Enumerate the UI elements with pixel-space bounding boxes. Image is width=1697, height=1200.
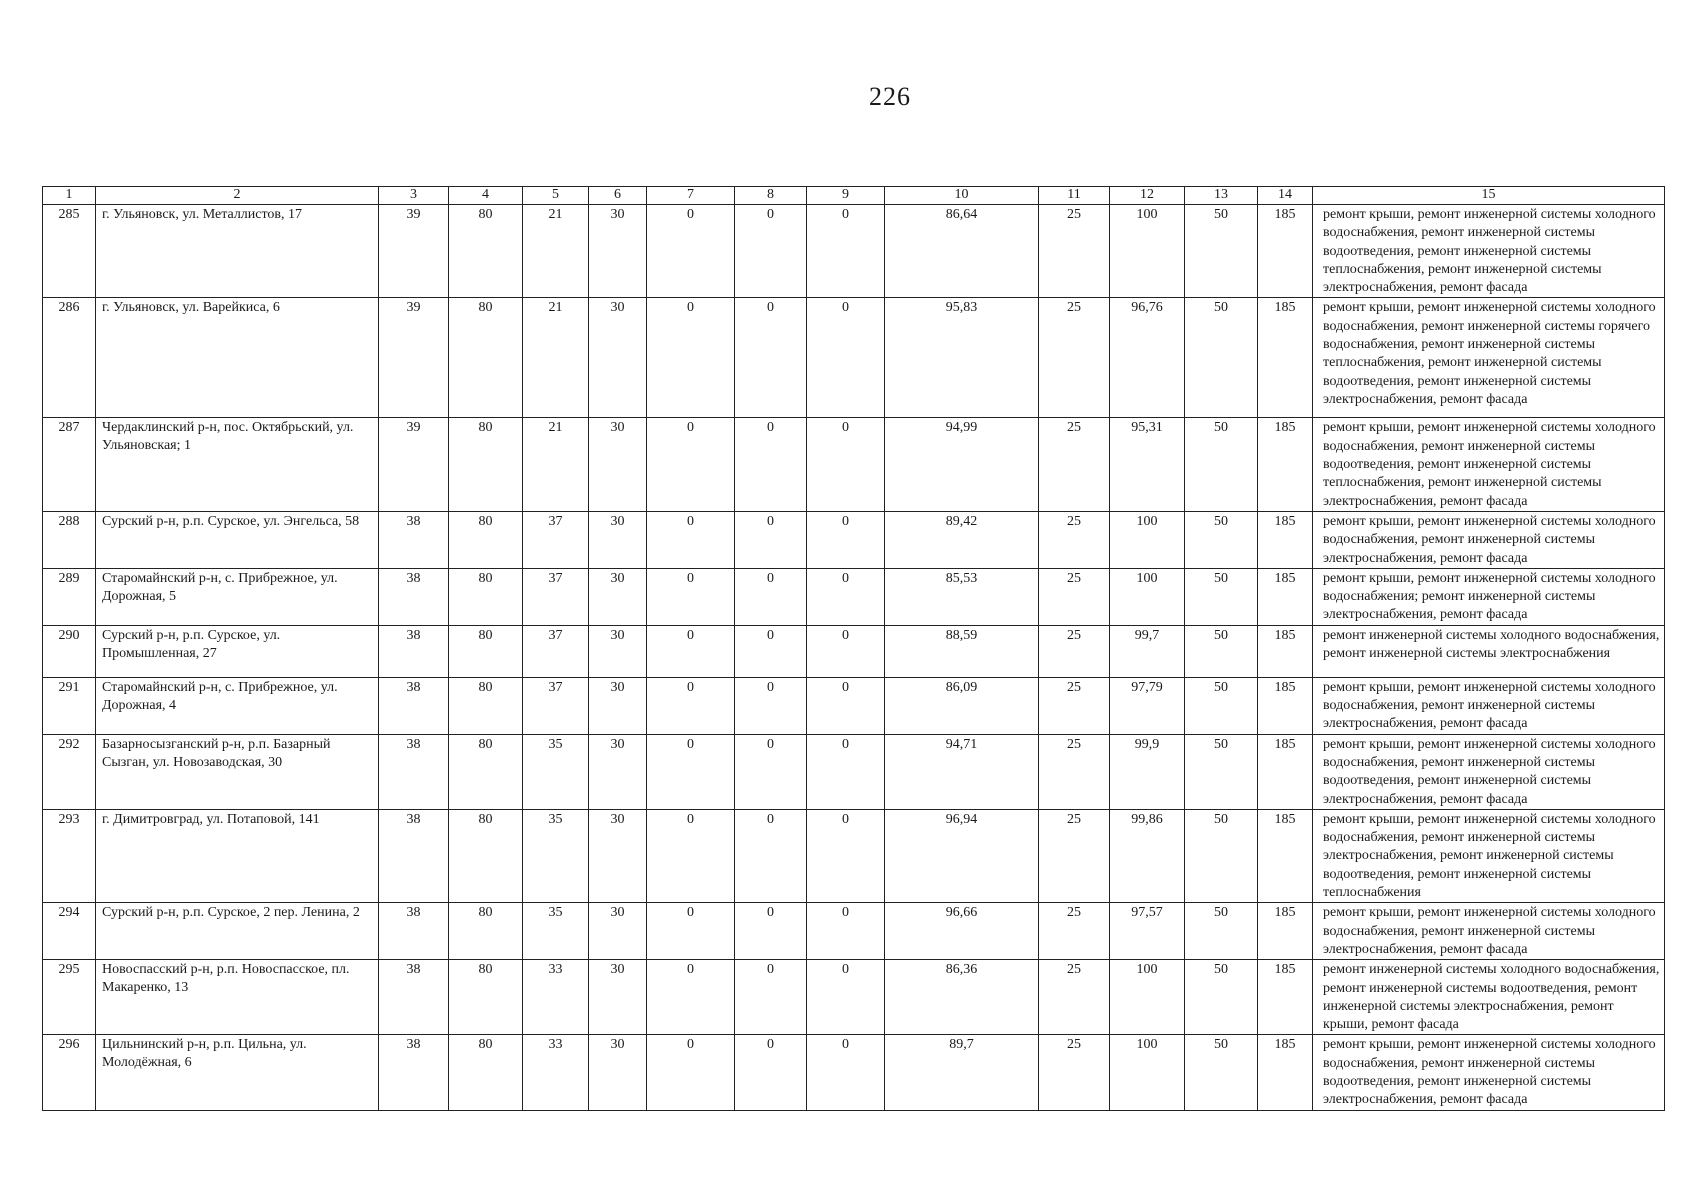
value-cell: 39 [379,418,449,511]
value-cell: 0 [647,418,735,511]
value-cell: 99,7 [1110,625,1185,677]
row-number-cell: 292 [43,734,96,809]
column-header: 14 [1258,187,1313,205]
row-number-cell: 295 [43,960,96,1035]
value-cell: 25 [1039,511,1110,568]
value-cell: 25 [1039,568,1110,625]
value-cell: 80 [449,903,523,960]
works-list-cell: ремонт крыши, ремонт инженерной системы холодного водоснабжения, ремонт инженерной системы электроснабжения, ремонт инженерной системы водоотведения, ремонт инженерной системы теплоснабжения [1313,809,1665,902]
value-cell: 96,94 [885,809,1039,902]
value-cell: 0 [807,677,885,734]
value-cell: 0 [807,418,885,511]
value-cell: 80 [449,1035,523,1110]
value-cell: 25 [1039,809,1110,902]
repair-register-table [42,186,1665,1111]
address-cell: г. Димитровград, ул. Потаповой, 141 [96,809,379,902]
value-cell: 37 [523,625,589,677]
value-cell: 86,36 [885,960,1039,1035]
works-list-cell: ремонт крыши, ремонт инженерной системы холодного водоснабжения, ремонт инженерной системы электроснабжения, ремонт фасада [1313,903,1665,960]
column-header: 6 [589,187,647,205]
column-header: 8 [735,187,807,205]
value-cell: 37 [523,511,589,568]
value-cell: 0 [735,960,807,1035]
column-header: 13 [1185,187,1258,205]
column-header: 9 [807,187,885,205]
value-cell: 25 [1039,205,1110,298]
value-cell: 25 [1039,625,1110,677]
value-cell: 0 [647,960,735,1035]
value-cell: 0 [735,568,807,625]
value-cell: 50 [1185,734,1258,809]
value-cell: 80 [449,298,523,418]
value-cell: 38 [379,809,449,902]
value-cell: 80 [449,677,523,734]
value-cell: 86,64 [885,205,1039,298]
value-cell: 100 [1110,205,1185,298]
value-cell: 0 [647,677,735,734]
value-cell: 25 [1039,734,1110,809]
works-list-cell: ремонт крыши, ремонт инженерной системы холодного водоснабжения, ремонт инженерной системы водоотведения, ремонт инженерной системы электроснабжения, ремонт фасада [1313,1035,1665,1110]
value-cell: 38 [379,734,449,809]
value-cell: 25 [1039,298,1110,418]
works-list-cell: ремонт крыши, ремонт инженерной системы холодного водоснабжения; ремонт инженерной системы электроснабжения, ремонт фасада [1313,568,1665,625]
value-cell: 0 [807,625,885,677]
address-cell: Чердаклинский р-н, пос. Октябрьский, ул. Ульяновская; 1 [96,418,379,511]
value-cell: 80 [449,418,523,511]
value-cell: 97,57 [1110,903,1185,960]
value-cell: 185 [1258,1035,1313,1110]
column-header: 11 [1039,187,1110,205]
value-cell: 30 [589,568,647,625]
value-cell: 38 [379,568,449,625]
value-cell: 0 [735,677,807,734]
value-cell: 185 [1258,511,1313,568]
value-cell: 99,86 [1110,809,1185,902]
value-cell: 50 [1185,568,1258,625]
value-cell: 85,53 [885,568,1039,625]
value-cell: 33 [523,1035,589,1110]
value-cell: 38 [379,511,449,568]
table-row [43,1035,1665,1110]
value-cell: 0 [807,1035,885,1110]
column-header: 5 [523,187,589,205]
table-row [43,677,1665,734]
value-cell: 0 [647,511,735,568]
works-list-cell: ремонт инженерной системы холодного водоснабжения, ремонт инженерной системы электроснабжения [1313,625,1665,677]
value-cell: 89,42 [885,511,1039,568]
value-cell: 35 [523,734,589,809]
row-number-cell: 285 [43,205,96,298]
row-number-cell: 290 [43,625,96,677]
value-cell: 38 [379,903,449,960]
address-cell: Сурский р-н, р.п. Сурское, ул. Энгельса, 58 [96,511,379,568]
value-cell: 96,76 [1110,298,1185,418]
value-cell: 88,59 [885,625,1039,677]
column-header: 15 [1313,187,1665,205]
value-cell: 86,09 [885,677,1039,734]
works-list-cell: ремонт инженерной системы холодного водоснабжения, ремонт инженерной системы водоотведения, ремонт инженерной системы электроснабжения, ремонт крыши, ремонт фасада [1313,960,1665,1035]
row-number-cell: 296 [43,1035,96,1110]
value-cell: 25 [1039,677,1110,734]
value-cell: 30 [589,511,647,568]
value-cell: 80 [449,960,523,1035]
value-cell: 0 [807,205,885,298]
value-cell: 80 [449,511,523,568]
value-cell: 30 [589,298,647,418]
value-cell: 25 [1039,1035,1110,1110]
value-cell: 0 [807,903,885,960]
value-cell: 89,7 [885,1035,1039,1110]
address-cell: г. Ульяновск, ул. Металлистов, 17 [96,205,379,298]
table-row [43,298,1665,418]
value-cell: 0 [807,568,885,625]
value-cell: 0 [735,903,807,960]
table-row [43,903,1665,960]
value-cell: 0 [647,1035,735,1110]
value-cell: 30 [589,205,647,298]
table-row [43,960,1665,1035]
value-cell: 39 [379,298,449,418]
table-row [43,511,1665,568]
value-cell: 37 [523,568,589,625]
value-cell: 30 [589,625,647,677]
value-cell: 80 [449,734,523,809]
page-number: 226 [869,82,911,111]
value-cell: 38 [379,1035,449,1110]
value-cell: 39 [379,205,449,298]
value-cell: 94,71 [885,734,1039,809]
value-cell: 30 [589,1035,647,1110]
value-cell: 30 [589,809,647,902]
value-cell: 0 [807,734,885,809]
value-cell: 25 [1039,418,1110,511]
value-cell: 0 [647,298,735,418]
value-cell: 0 [735,511,807,568]
works-list-cell: ремонт крыши, ремонт инженерной системы холодного водоснабжения, ремонт инженерной системы водоотведения, ремонт инженерной системы теплоснабжения, ремонт инженерной системы электроснабжения, ремонт фасада [1313,205,1665,298]
value-cell: 80 [449,625,523,677]
row-number-cell: 289 [43,568,96,625]
value-cell: 185 [1258,418,1313,511]
value-cell: 50 [1185,1035,1258,1110]
works-list-cell: ремонт крыши, ремонт инженерной системы холодного водоснабжения, ремонт инженерной системы электроснабжения, ремонт фасада [1313,677,1665,734]
column-header: 12 [1110,187,1185,205]
value-cell: 0 [807,809,885,902]
value-cell: 95,83 [885,298,1039,418]
value-cell: 21 [523,298,589,418]
value-cell: 30 [589,734,647,809]
value-cell: 185 [1258,205,1313,298]
address-cell: Базарносызганский р-н, р.п. Базарный Сызган, ул. Новозаводская, 30 [96,734,379,809]
row-number-cell: 288 [43,511,96,568]
address-cell: г. Ульяновск, ул. Варейкиса, 6 [96,298,379,418]
value-cell: 100 [1110,568,1185,625]
value-cell: 95,31 [1110,418,1185,511]
value-cell: 0 [647,809,735,902]
row-number-cell: 286 [43,298,96,418]
value-cell: 96,66 [885,903,1039,960]
value-cell: 94,99 [885,418,1039,511]
column-header: 3 [379,187,449,205]
address-cell: Сурский р-н, р.п. Сурское, 2 пер. Ленина, 2 [96,903,379,960]
register-body [43,205,1665,1111]
address-cell: Старомайнский р-н, с. Прибрежное, ул. Дорожная, 4 [96,677,379,734]
value-cell: 50 [1185,625,1258,677]
works-list-cell: ремонт крыши, ремонт инженерной системы холодного водоснабжения, ремонт инженерной системы горячего водоснабжения, ремонт инженерной системы теплоснабжения, ремонт инженерной системы водоотведения, ремонт инженерной системы электроснабжения, ремонт фасада [1313,298,1665,418]
value-cell: 80 [449,809,523,902]
value-cell: 0 [647,568,735,625]
value-cell: 99,9 [1110,734,1185,809]
value-cell: 50 [1185,960,1258,1035]
row-number-cell: 293 [43,809,96,902]
row-number-cell: 294 [43,903,96,960]
row-number-cell: 287 [43,418,96,511]
value-cell: 0 [735,734,807,809]
table-row [43,809,1665,902]
value-cell: 33 [523,960,589,1035]
value-cell: 25 [1039,903,1110,960]
value-cell: 50 [1185,677,1258,734]
value-cell: 21 [523,418,589,511]
value-cell: 30 [589,903,647,960]
table-row [43,568,1665,625]
value-cell: 50 [1185,205,1258,298]
value-cell: 97,79 [1110,677,1185,734]
value-cell: 30 [589,418,647,511]
value-cell: 0 [735,625,807,677]
value-cell: 0 [647,625,735,677]
value-cell: 38 [379,677,449,734]
table-row [43,625,1665,677]
value-cell: 0 [735,809,807,902]
value-cell: 0 [647,205,735,298]
value-cell: 185 [1258,903,1313,960]
table-row [43,418,1665,511]
value-cell: 38 [379,625,449,677]
value-cell: 50 [1185,418,1258,511]
value-cell: 185 [1258,677,1313,734]
address-cell: Старомайнский р-н, с. Прибрежное, ул. Дорожная, 5 [96,568,379,625]
value-cell: 0 [735,1035,807,1110]
column-header: 10 [885,187,1039,205]
address-cell: Сурский р-н, р.п. Сурское, ул. Промышленная, 27 [96,625,379,677]
column-numbers-row [43,187,1665,205]
address-cell: Цильнинский р-н, р.п. Цильна, ул. Молодёжная, 6 [96,1035,379,1110]
works-list-cell: ремонт крыши, ремонт инженерной системы холодного водоснабжения, ремонт инженерной системы электроснабжения, ремонт фасада [1313,511,1665,568]
column-header: 2 [96,187,379,205]
works-list-cell: ремонт крыши, ремонт инженерной системы холодного водоснабжения, ремонт инженерной системы водоотведения, ремонт инженерной системы электроснабжения, ремонт фасада [1313,734,1665,809]
value-cell: 50 [1185,511,1258,568]
value-cell: 80 [449,205,523,298]
value-cell: 0 [807,960,885,1035]
value-cell: 0 [647,903,735,960]
address-cell: Новоспасский р-н, р.п. Новоспасское, пл. Макаренко, 13 [96,960,379,1035]
value-cell: 185 [1258,298,1313,418]
value-cell: 0 [735,418,807,511]
value-cell: 35 [523,903,589,960]
value-cell: 185 [1258,960,1313,1035]
row-number-cell: 291 [43,677,96,734]
value-cell: 30 [589,960,647,1035]
value-cell: 0 [807,511,885,568]
value-cell: 185 [1258,734,1313,809]
value-cell: 185 [1258,625,1313,677]
value-cell: 38 [379,960,449,1035]
value-cell: 30 [589,677,647,734]
value-cell: 21 [523,205,589,298]
value-cell: 37 [523,677,589,734]
value-cell: 50 [1185,903,1258,960]
value-cell: 50 [1185,298,1258,418]
value-cell: 80 [449,568,523,625]
value-cell: 0 [735,298,807,418]
value-cell: 25 [1039,960,1110,1035]
column-header: 4 [449,187,523,205]
value-cell: 0 [735,205,807,298]
value-cell: 100 [1110,1035,1185,1110]
table-row [43,205,1665,298]
value-cell: 35 [523,809,589,902]
column-header: 1 [43,187,96,205]
value-cell: 100 [1110,511,1185,568]
works-list-cell: ремонт крыши, ремонт инженерной системы холодного водоснабжения, ремонт инженерной системы водоотведения, ремонт инженерной системы теплоснабжения, ремонт инженерной системы электроснабжения, ремонт фасада [1313,418,1665,511]
value-cell: 185 [1258,568,1313,625]
value-cell: 50 [1185,809,1258,902]
value-cell: 100 [1110,960,1185,1035]
table-row [43,734,1665,809]
value-cell: 0 [647,734,735,809]
column-header: 7 [647,187,735,205]
value-cell: 0 [807,298,885,418]
value-cell: 185 [1258,809,1313,902]
